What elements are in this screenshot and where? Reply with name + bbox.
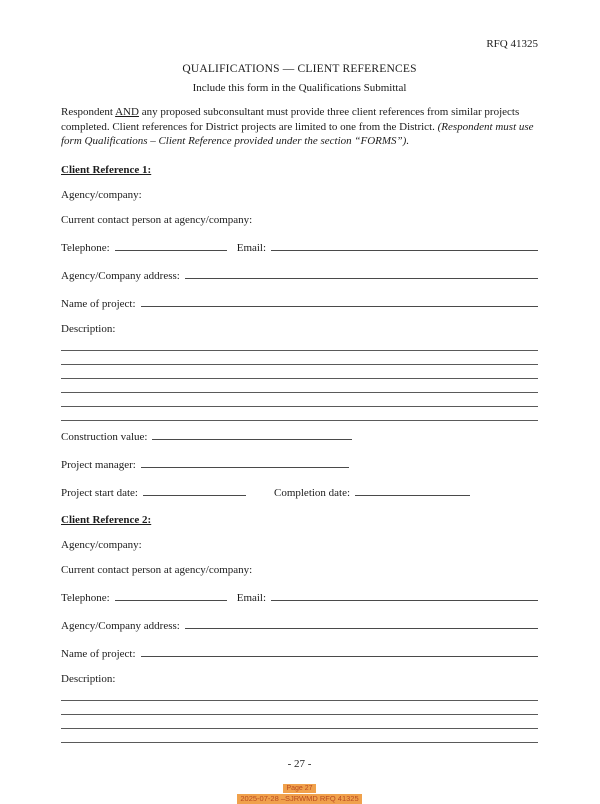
- telephone-email-row: [61, 239, 538, 255]
- footer-doc-id: 2025-07-28 –SJRWMD RFQ 41325: [237, 794, 361, 804]
- intro-paragraph: [61, 105, 538, 149]
- email-blank: [271, 589, 538, 601]
- telephone-label: Telephone:: [61, 591, 110, 604]
- description-label: Description:: [61, 672, 116, 685]
- project-name-blank: [141, 295, 538, 307]
- client-reference-2-heading: Client Reference 2:: [61, 513, 152, 526]
- doc-reference: RFQ 41325: [486, 38, 538, 50]
- email-label: Email:: [236, 591, 267, 604]
- address-blank: [185, 617, 538, 629]
- address-row: [61, 617, 538, 633]
- construction-value-row: [61, 428, 538, 444]
- project-manager-blank: [141, 456, 349, 468]
- address-label: Agency/Company address:: [61, 619, 180, 632]
- intro-underlined-and: AND: [115, 106, 139, 118]
- agency-company-row: [61, 539, 538, 552]
- contact-person-label: Current contact person at agency/company:: [61, 563, 253, 576]
- description-ruled-line: [61, 687, 538, 701]
- page-number: - 27 -: [287, 757, 312, 770]
- contact-person-row: [61, 564, 538, 577]
- footer-page-label: Page 27: [283, 784, 315, 793]
- completion-date-label: Completion date:: [273, 486, 351, 499]
- project-name-row: [61, 295, 538, 311]
- intro-text-1: Respondent: [61, 106, 116, 118]
- description-ruled-line: [61, 393, 538, 407]
- project-name-blank: [141, 645, 538, 657]
- email-blank: [271, 239, 538, 251]
- dates-row: [61, 484, 538, 500]
- description-ruled-line: [61, 379, 538, 393]
- contact-person-label: Current contact person at agency/company:: [61, 213, 253, 226]
- project-name-label: Name of project:: [61, 647, 136, 660]
- agency-company-label: Agency/company:: [61, 538, 142, 551]
- project-name-row: [61, 645, 538, 661]
- agency-company-row: [61, 189, 538, 202]
- description-ruled-line: [61, 715, 538, 729]
- address-label: Agency/Company address:: [61, 269, 180, 282]
- footer-page-label-row: [61, 784, 538, 793]
- client-reference-2-section: [61, 514, 538, 743]
- client-reference-1-heading: Client Reference 1:: [61, 163, 152, 176]
- page-title: QUALIFICATIONS — CLIENT REFERENCES: [182, 63, 417, 75]
- agency-company-label: Agency/company:: [61, 188, 142, 201]
- completion-date-blank: [355, 484, 470, 496]
- address-row: [61, 267, 538, 283]
- description-ruled-line: [61, 729, 538, 743]
- contact-person-row: [61, 214, 538, 227]
- footer-annotation: [61, 784, 538, 804]
- footer-doc-id-row: [61, 794, 538, 804]
- construction-value-blank: [152, 428, 352, 440]
- telephone-blank: [115, 589, 227, 601]
- description-lines-ref2: [61, 687, 538, 743]
- intro-italic-note: (Respondent must use form Qualifications – Client Reference provided under the section “FORMS”).: [61, 120, 534, 147]
- description-row: [61, 323, 538, 336]
- description-ruled-line: [61, 407, 538, 421]
- project-manager-label: Project manager:: [61, 458, 136, 471]
- telephone-email-row: [61, 589, 538, 605]
- project-name-label: Name of project:: [61, 297, 136, 310]
- description-ruled-line: [61, 351, 538, 365]
- construction-value-label: Construction value:: [61, 430, 148, 443]
- intro-text-2: any proposed subconsultant must provide three client references from similar projects completed. Client references for District projects are limited to one from the District.: [61, 106, 520, 133]
- description-ruled-line: [61, 365, 538, 379]
- project-manager-row: [61, 456, 538, 472]
- email-label: Email:: [236, 241, 267, 254]
- start-date-label: Project start date:: [61, 486, 138, 499]
- description-ruled-line: [61, 337, 538, 351]
- client-reference-1-section: [61, 164, 538, 500]
- telephone-blank: [115, 239, 227, 251]
- page-subtitle: Include this form in the Qualifications Submittal: [192, 82, 407, 94]
- description-row: [61, 673, 538, 686]
- address-blank: [185, 267, 538, 279]
- description-lines-ref1: [61, 337, 538, 421]
- start-date-blank: [143, 484, 246, 496]
- description-ruled-line: [61, 701, 538, 715]
- telephone-label: Telephone:: [61, 241, 110, 254]
- description-label: Description:: [61, 322, 116, 335]
